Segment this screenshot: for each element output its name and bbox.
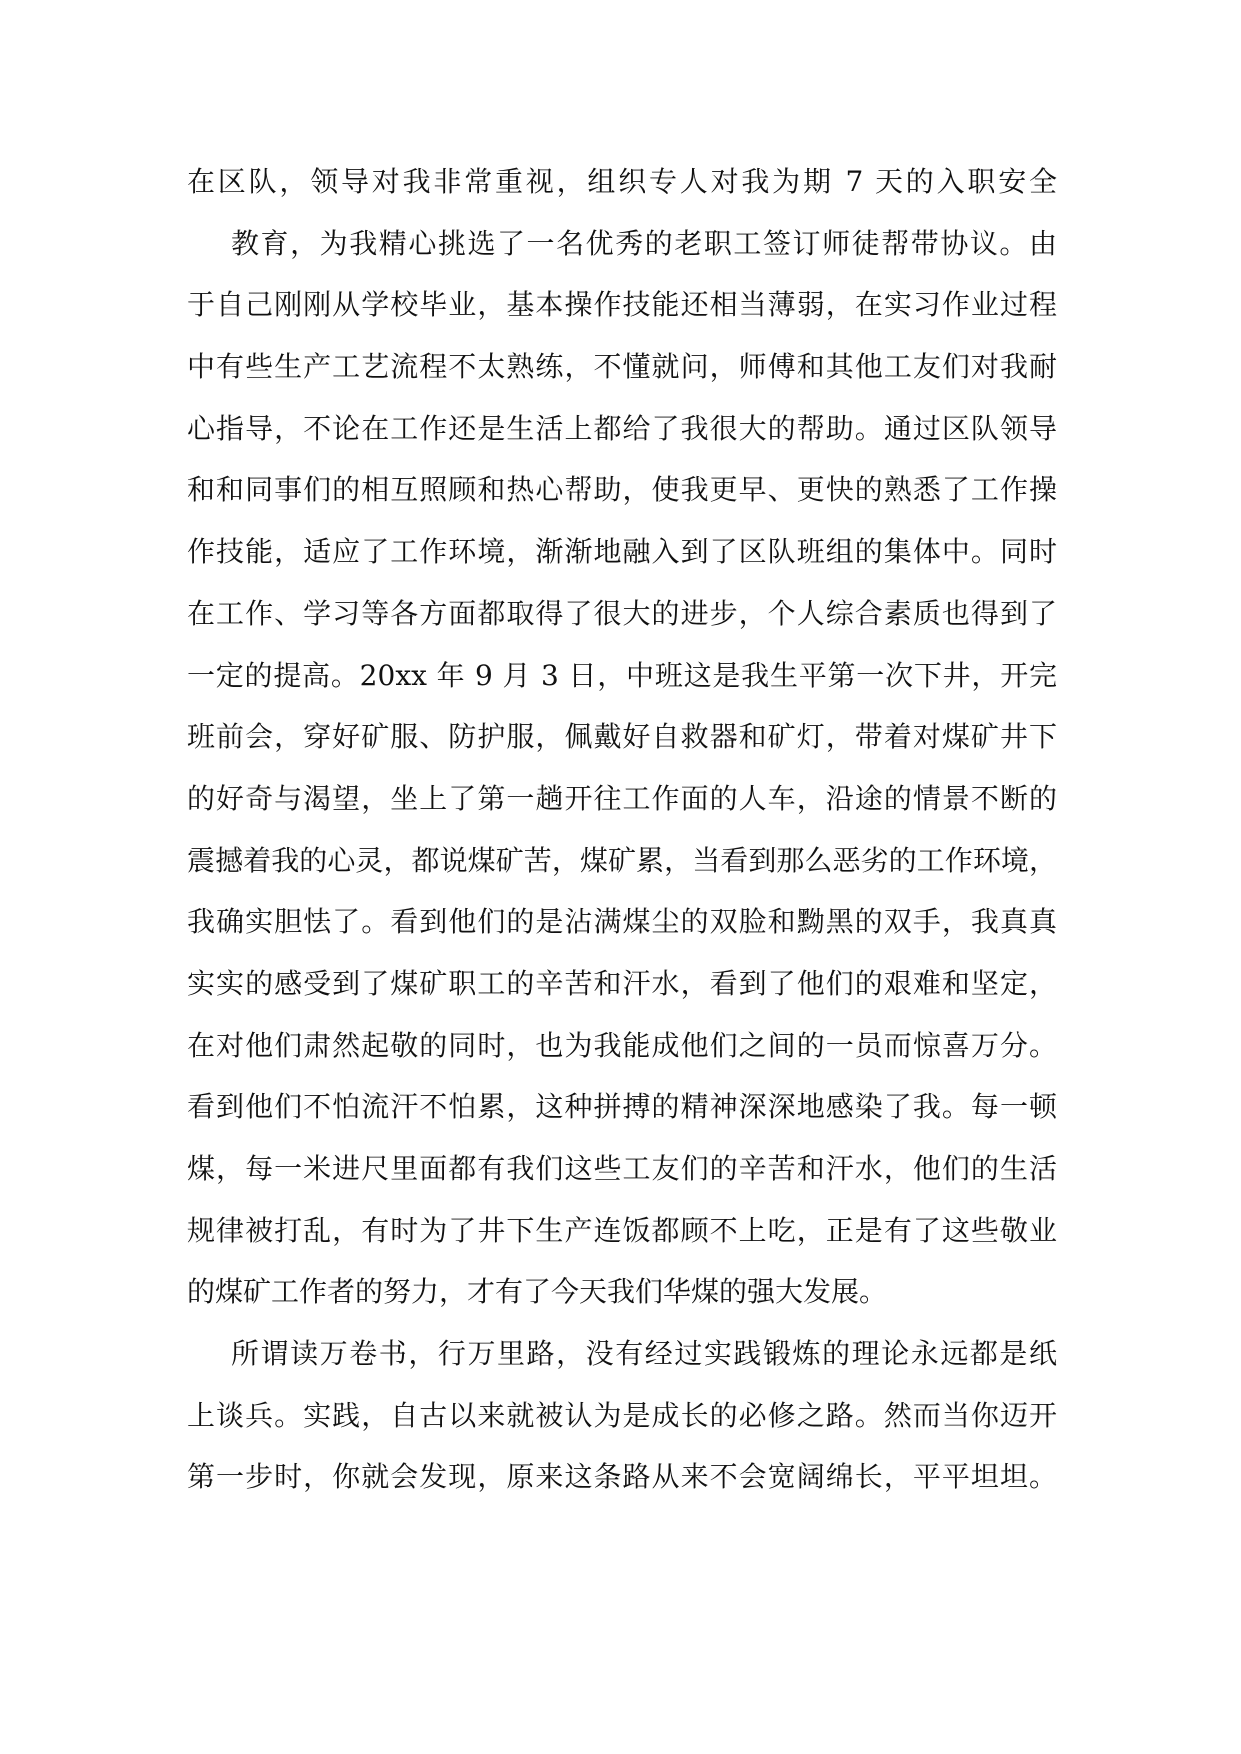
text-line: 在工作、学习等各方面都取得了很大的进步，个人综合素质也得到了 [187, 596, 1057, 630]
text-line: 于自己刚刚从学校毕业，基本操作技能还相当薄弱，在实习作业过程 [187, 288, 1057, 322]
text-line: 在对他们肃然起敬的同时，也为我能成他们之间的一员而惊喜万分。 [187, 1028, 1057, 1062]
body-text [187, 162, 1057, 1519]
text-line: 班前会，穿好矿服、防护服，佩戴好自救器和矿灯，带着对煤矿井下 [187, 720, 1057, 754]
text-line: 我确实胆怯了。看到他们的是沾满煤尘的双脸和黝黑的双手，我真真 [187, 905, 1057, 939]
text-line: 中有些生产工艺流程不太熟练，不懂就问，师傅和其他工友们对我耐 [187, 350, 1057, 384]
text-line: 煤，每一米进尺里面都有我们这些工友们的辛苦和汗水，他们的生活 [187, 1152, 1057, 1185]
text-line: 教育，为我精心挑选了一名优秀的老职工签订师徒帮带协议。由 [231, 226, 1057, 260]
text-line: 上谈兵。实践，自古以来就被认为是成长的必修之路。然而当你迈开 [187, 1398, 1057, 1432]
text-line: 一定的提高。20xx 年 9 月 3 日，中班这是我生平第一次下井，开完 [187, 658, 1057, 692]
text-line: 看到他们不怕流汗不怕累，这种拼搏的精神深深地感染了我。每一顿 [187, 1090, 1057, 1124]
text-line: 心指导，不论在工作还是生活上都给了我很大的帮助。通过区队领导 [187, 411, 1057, 445]
text-line: 震撼着我的心灵，都说煤矿苦，煤矿累，当看到那么恶劣的工作环境， [187, 843, 1057, 877]
text-line: 和和同事们的相互照顾和热心帮助，使我更早、更快的熟悉了工作操 [187, 473, 1057, 507]
text-line: 第一步时，你就会发现，原来这条路从来不会宽阔绵长，平平坦坦。 [187, 1460, 1057, 1494]
text-line: 在区队，领导对我非常重视，组织专人对我为期 7 天的入职安全 [187, 165, 1057, 198]
text-line: 所谓读万卷书，行万里路，没有经过实践锻炼的理论永远都是纸 [231, 1337, 1057, 1371]
text-line: 规律被打乱，有时为了井下生产连饭都顾不上吃，正是有了这些敬业 [187, 1213, 1057, 1247]
text-line: 的煤矿工作者的努力，才有了今天我们华煤的强大发展。 [187, 1275, 888, 1309]
text-line: 作技能，适应了工作环境，渐渐地融入到了区队班组的集体中。同时 [187, 535, 1057, 569]
text-line: 的好奇与渴望，坐上了第一趟开往工作面的人车，沿途的情景不断的 [187, 781, 1057, 815]
text-line: 实实的感受到了煤矿职工的辛苦和汗水，看到了他们的艰难和坚定， [187, 966, 1057, 1000]
